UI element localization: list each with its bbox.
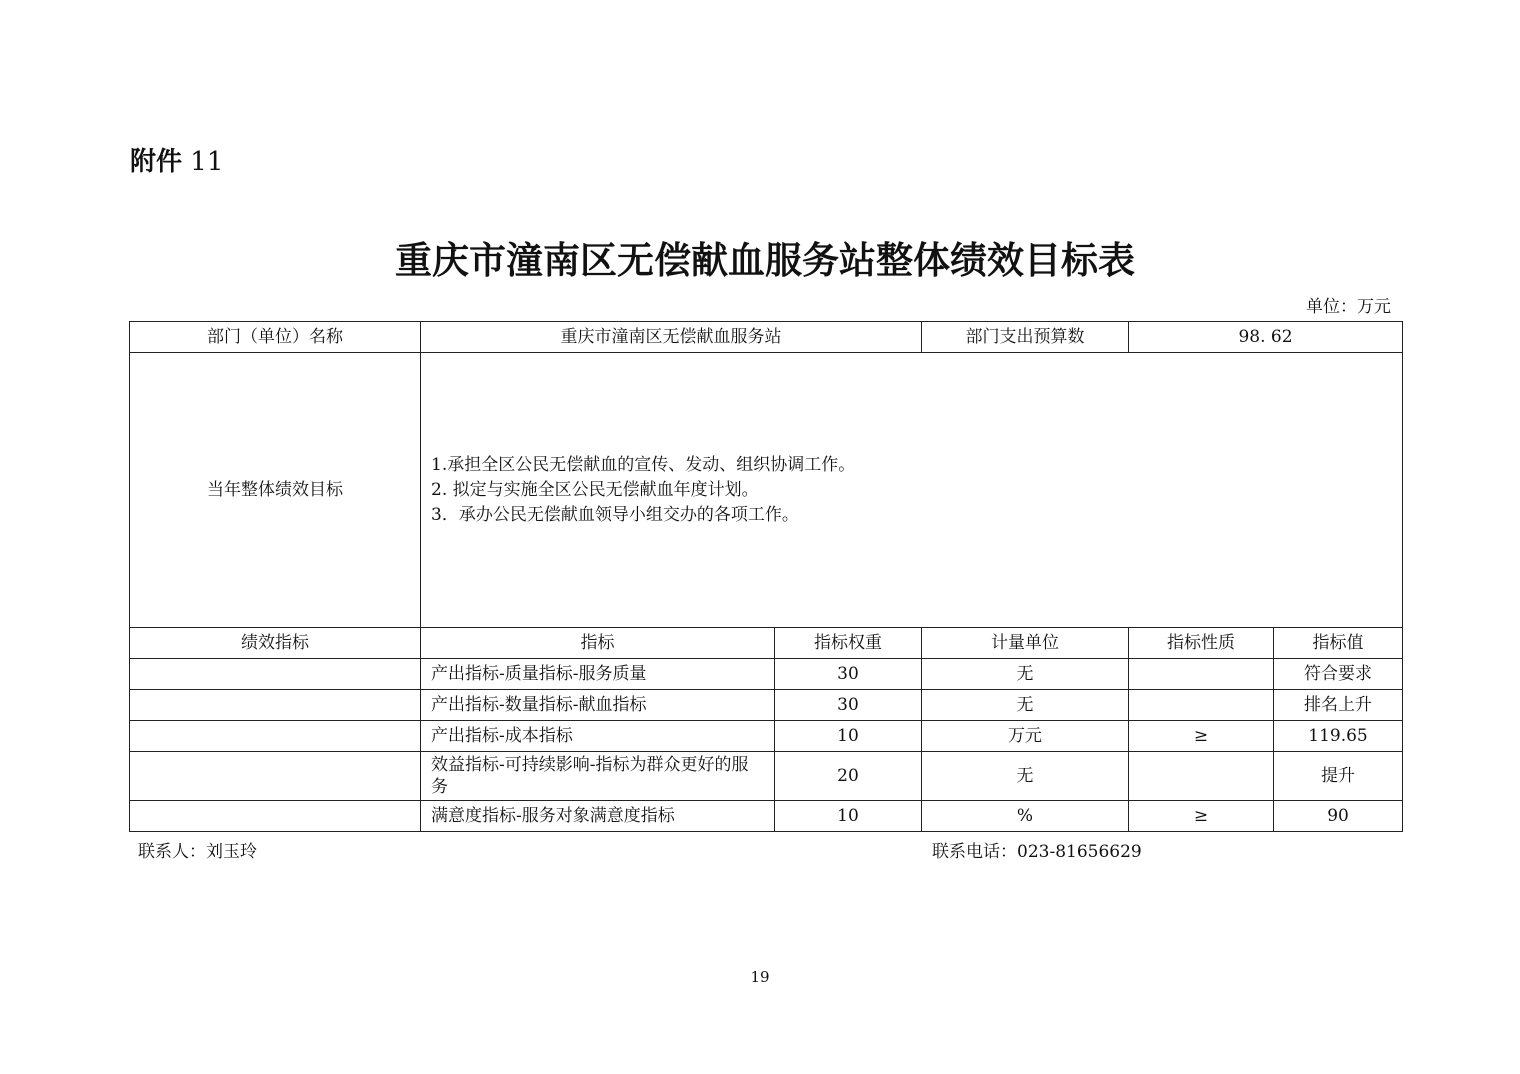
- goal-item: 3．承办公民无偿献血领导小组交办的各项工作。: [431, 504, 799, 525]
- indicator-nature: ≥: [1129, 801, 1274, 832]
- attachment-label: [130, 146, 223, 178]
- column-header: 指标性质: [1129, 628, 1274, 659]
- dept-label: 部门（单位）名称: [130, 322, 421, 353]
- column-header: 指标权重: [775, 628, 922, 659]
- goal-row: [130, 353, 1403, 628]
- performance-table: [129, 321, 1403, 832]
- indicator-unit: %: [922, 801, 1129, 832]
- table-row: [130, 721, 1403, 752]
- table-row: [130, 752, 1403, 801]
- column-header: 计量单位: [922, 628, 1129, 659]
- budget-value: 98. 62: [1129, 322, 1403, 353]
- indicator-name: 产出指标-成本指标: [421, 721, 775, 752]
- dept-row: [130, 322, 1403, 353]
- column-header: 指标: [421, 628, 775, 659]
- indicator-weight: 30: [775, 690, 922, 721]
- contact-person: 联系人：刘玉玲: [138, 842, 257, 862]
- indicator-name: 满意度指标-服务对象满意度指标: [421, 801, 775, 832]
- column-header: 绩效指标: [130, 628, 421, 659]
- indicator-category: [130, 690, 421, 721]
- indicator-category: [130, 721, 421, 752]
- indicator-weight: 20: [775, 752, 922, 801]
- indicator-category: [130, 659, 421, 690]
- indicator-value: 排名上升: [1274, 690, 1403, 721]
- indicator-weight: 10: [775, 721, 922, 752]
- indicator-name: 产出指标-质量指标-服务质量: [421, 659, 775, 690]
- indicator-unit: 无: [922, 690, 1129, 721]
- document-title: 重庆市潼南区无偿献血服务站整体绩效目标表: [395, 239, 1135, 282]
- indicator-nature: [1129, 659, 1274, 690]
- indicator-unit: 无: [922, 659, 1129, 690]
- goal-label: 当年整体绩效目标: [130, 353, 421, 628]
- table-row: [130, 690, 1403, 721]
- indicator-weight: 30: [775, 659, 922, 690]
- indicator-value: 符合要求: [1274, 659, 1403, 690]
- indicator-nature: ≥: [1129, 721, 1274, 752]
- indicator-unit: 万元: [922, 721, 1129, 752]
- attachment-number: 11: [190, 147, 224, 177]
- goal-item: 2. 拟定与实施全区公民无偿献血年度计划。: [431, 479, 759, 500]
- indicator-nature: [1129, 752, 1274, 801]
- indicator-value: 提升: [1274, 752, 1403, 801]
- indicator-category: [130, 801, 421, 832]
- column-header: 指标值: [1274, 628, 1403, 659]
- unit-label: 单位：万元: [1306, 297, 1391, 317]
- attachment-prefix: 附件: [130, 147, 183, 177]
- page-number: 19: [750, 968, 770, 986]
- indicator-value: 90: [1274, 801, 1403, 832]
- contact-phone: 联系电话：023-81656629: [932, 842, 1142, 862]
- indicator-name: 效益指标-可持续影响-指标为群众更好的服务: [421, 752, 775, 801]
- table-row: [130, 659, 1403, 690]
- dept-value: 重庆市潼南区无偿献血服务站: [421, 322, 922, 353]
- indicator-weight: 10: [775, 801, 922, 832]
- indicator-unit: 无: [922, 752, 1129, 801]
- indicator-category: [130, 752, 421, 801]
- indicator-nature: [1129, 690, 1274, 721]
- indicator-value: 119.65: [1274, 721, 1403, 752]
- indicator-header-row: [130, 628, 1403, 659]
- goal-content: [421, 353, 1403, 628]
- goal-item: 1.承担全区公民无偿献血的宣传、发动、组织协调工作。: [431, 454, 856, 475]
- table-row: [130, 801, 1403, 832]
- budget-label: 部门支出预算数: [922, 322, 1129, 353]
- indicator-name: 产出指标-数量指标-献血指标: [421, 690, 775, 721]
